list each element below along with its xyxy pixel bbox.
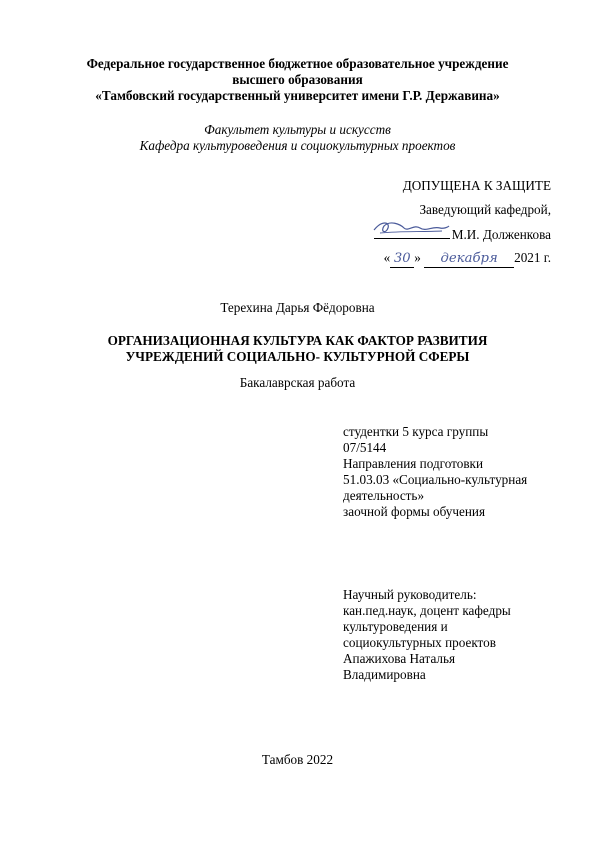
supervisor-info <box>343 587 563 683</box>
student-info-line: студентки 5 курса группы <box>343 424 489 439</box>
student-info <box>343 424 563 520</box>
work-type: Бакалаврская работа <box>239 375 356 390</box>
thesis-title-line-2: УЧРЕЖДЕНИЙ СОЦИАЛЬНО- КУЛЬТУРНОЙ СФЕРЫ <box>125 349 470 364</box>
supervisor-info-line: социокультурных проектов <box>343 635 496 650</box>
institution-header <box>0 56 595 104</box>
approval-head-line <box>374 226 551 243</box>
institution-line-2: высшего образования <box>232 72 363 87</box>
approval-status: ДОПУЩЕНА К ЗАЩИТЕ <box>402 178 551 193</box>
faculty-header <box>0 122 595 154</box>
student-info-line: 51.03.03 «Социально-культурная <box>343 472 528 487</box>
department-name: Кафедра культуроведения и социокультурных проектов <box>139 138 456 153</box>
supervisor-info-line: кан.пед.наук, доцент кафедры <box>343 603 511 618</box>
approval-year: 2021 г. <box>514 250 551 265</box>
student-info-line: заочной формы обучения <box>343 504 486 519</box>
supervisor-info-line: Апажихова Наталья <box>343 651 456 666</box>
supervisor-info-line: Владимировна <box>343 667 426 682</box>
approval-date-line: « 30 » декабря 2021 г. <box>383 250 551 266</box>
institution-line-3: «Тамбовский государственный университет имени Г.Р. Державина» <box>95 88 500 103</box>
supervisor-info-line: Научный руководитель: <box>343 587 477 602</box>
faculty-name: Факультет культуры и искусств <box>204 122 391 137</box>
student-info-line: 07/5144 <box>343 440 387 455</box>
approval-month: декабря <box>424 251 514 268</box>
head-name: М.И. Долженкова <box>451 227 551 242</box>
signature-line <box>374 226 450 239</box>
thesis-title <box>0 333 595 365</box>
signature-icon <box>370 216 450 238</box>
city-year: Тамбов 2022 <box>261 752 334 767</box>
thesis-title-line-1: ОРГАНИЗАЦИОННАЯ КУЛЬТУРА КАК ФАКТОР РАЗВИТИЯ <box>107 333 488 348</box>
approval-day: 30 <box>390 251 414 268</box>
student-info-line: деятельность» <box>343 488 425 503</box>
student-info-line: Направления подготовки <box>343 456 484 471</box>
institution-line-1: Федеральное государственное бюджетное образовательное учреждение <box>86 56 509 71</box>
supervisor-info-line: культуроведения и <box>343 619 448 634</box>
approval-role: Заведующий кафедрой, <box>419 202 551 217</box>
author-name: Терехина Дарья Фёдоровна <box>220 300 375 315</box>
